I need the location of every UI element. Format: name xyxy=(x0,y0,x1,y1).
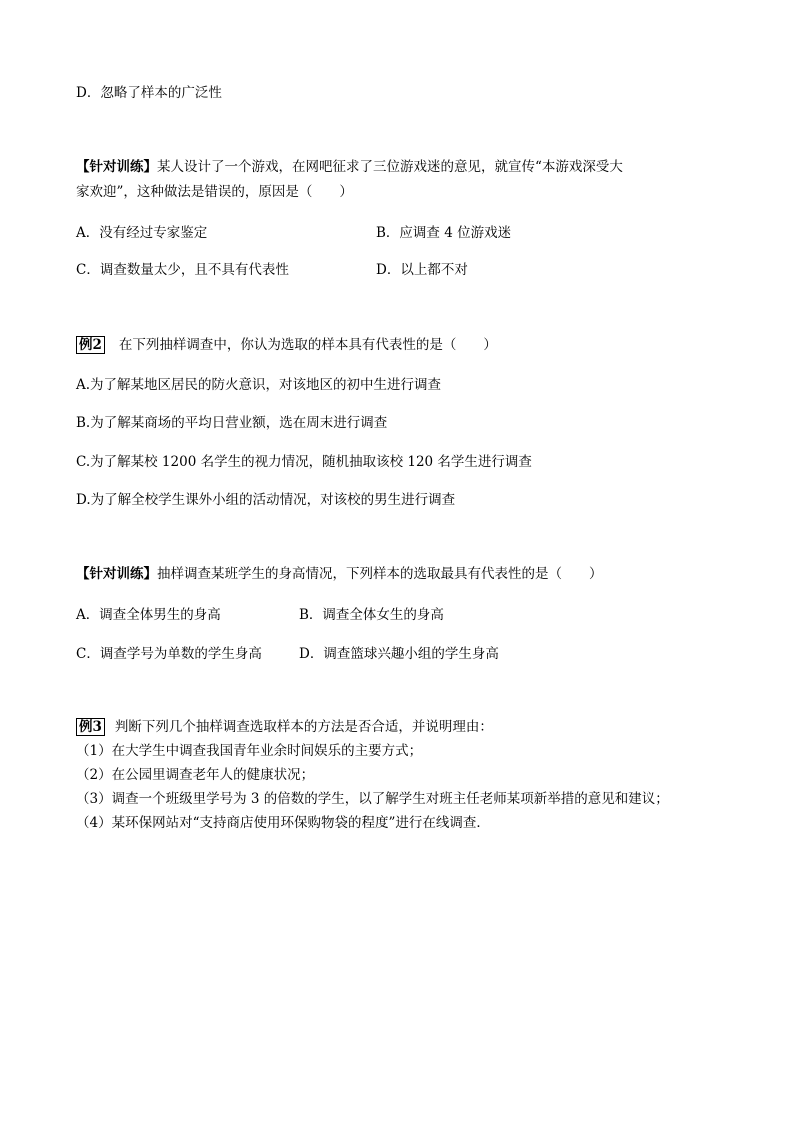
training-1-stem-line-1 xyxy=(76,158,623,176)
training-1-option-c: C．调查数量太少，且不具有代表性 xyxy=(76,262,289,278)
training-2-label: 【针对训练】 xyxy=(76,566,157,582)
training-2-stem xyxy=(76,565,603,583)
training-1-label: 【针对训练】 xyxy=(76,159,157,175)
training-1-option-a: A．没有经过专家鉴定 xyxy=(76,225,208,241)
example-3-item-1: （1）在大学生中调查我国青年业余时间娱乐的主要方式； xyxy=(76,743,423,759)
example-2-option-a: A.为了解某地区居民的防火意识，对该地区的初中生进行调查 xyxy=(76,377,442,393)
example-3-stem-text: 判断下列几个抽样调查选取样本的方法是否合适，并说明理由： xyxy=(114,719,493,735)
example-2-stem xyxy=(76,336,497,354)
training-1-stem-text: 某人设计了一个游戏，在网吧征求了三位游戏迷的意见，就宣传“本游戏深受大 xyxy=(157,159,623,175)
example-2-option-d: D.为了解全校学生课外小组的活动情况，对该校的男生进行调查 xyxy=(76,492,456,508)
example-3-item-3: （3）调查一个班级里学号为 3 的倍数的学生，以了解学生对班主任老师某项新举措的意见和建议； xyxy=(76,791,669,807)
example-2-stem-text: 在下列抽样调查中，你认为选取的样本具有代表性的是（ ） xyxy=(118,337,497,353)
training-2-stem-text: 抽样调查某班学生的身高情况，下列样本的选取最具有代表性的是（ ） xyxy=(157,566,603,582)
training-1-option-d: D．以上都不对 xyxy=(376,262,468,278)
example-2-tag: 例2 xyxy=(76,336,105,354)
question-1-option-d: D．忽略了样本的广泛性 xyxy=(76,85,222,101)
training-1-option-b: B．应调查 4 位游戏迷 xyxy=(376,225,512,241)
example-3-item-2: （2）在公园里调查老年人的健康状况； xyxy=(76,767,315,783)
example-3-tag: 例3 xyxy=(76,718,105,736)
example-3-stem xyxy=(76,718,493,736)
training-2-option-c: C．调查学号为单数的学生身高 xyxy=(76,646,262,662)
training-2-option-a: A．调查全体男生的身高 xyxy=(76,607,221,623)
training-1-stem-line-2: 家欢迎”，这种做法是错误的，原因是（ ） xyxy=(76,184,353,200)
training-2-option-b: B．调查全体女生的身高 xyxy=(299,607,444,623)
example-3-item-4: （4）某环保网站对“支持商店使用环保购物袋的程度”进行在线调查． xyxy=(76,815,490,831)
example-2-option-c: C.为了解某校 1200 名学生的视力情况，随机抽取该校 120 名学生进行调查 xyxy=(76,454,532,470)
example-2-option-b: B.为了解某商场的平均日营业额，选在周末进行调查 xyxy=(76,415,388,431)
training-2-option-d: D．调查篮球兴趣小组的学生身高 xyxy=(299,646,499,662)
